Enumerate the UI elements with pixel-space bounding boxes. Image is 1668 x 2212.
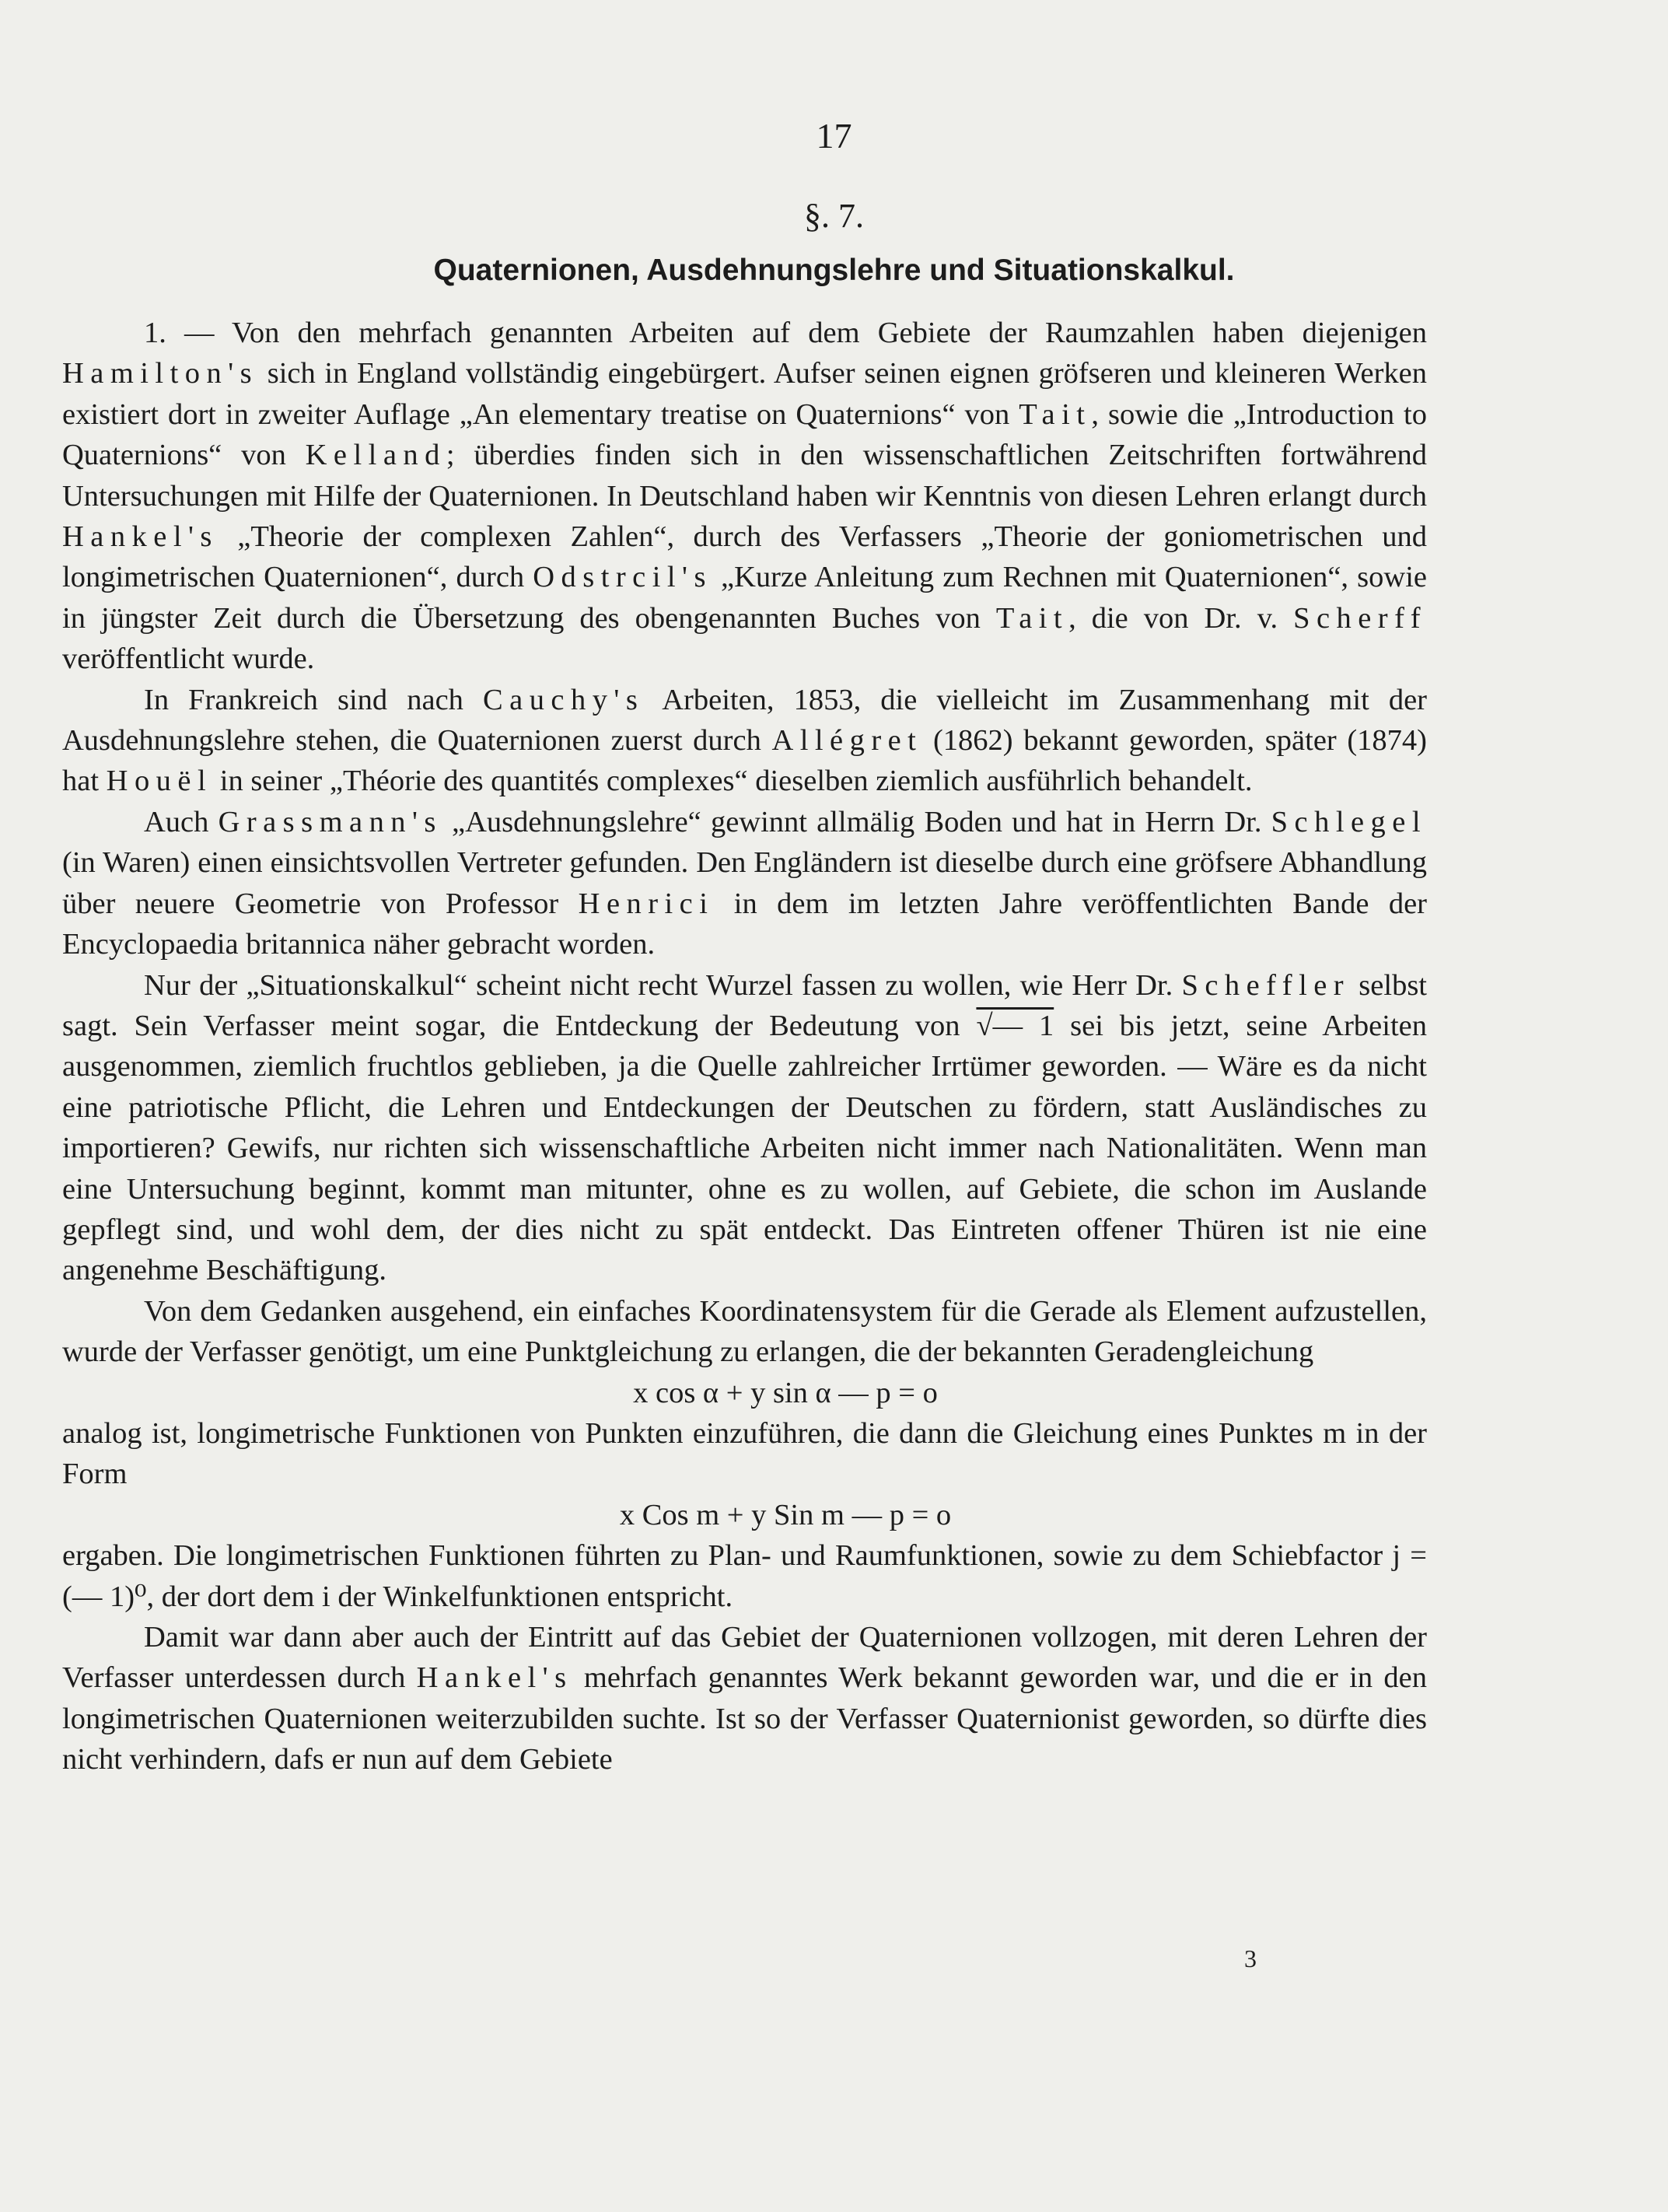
section-title: Quaternionen, Ausdehnungslehre und Situationskalkul.	[433, 254, 1235, 287]
paragraph-2: In Frankreich sind nach Cauchy's Arbeiten, 1853, die vielleicht im Zusammenhang mit der Ausdehnungslehre stehen, die Quaternionen zuerst durch Allégret (1862) bekannt geworden, später (1874) hat Houël in seiner „Théorie des quantités complexes“ dieselben ziemlich ausführlich behandelt.	[62, 683, 1427, 798]
name-tait: Tait	[995, 601, 1069, 635]
paragraph-3: Auch Grassmann's „Ausdehnungslehre“ gewinnt allmälig Boden und hat in Herrn Dr. Schlegel (in Waren) einen einsichtsvollen Vertreter gefunden. Den Engländern ist dieselbe durch eine gröfsere Abhandlung über neuere Geometrie von Professor Henrici in dem im letzten Jahre veröffentlichten Bande der Encyclopaedia britannica näher gebracht worden.	[62, 805, 1427, 961]
name-hankel: Hankel's	[416, 1661, 573, 1695]
name-scheffler: Scheffler	[1181, 968, 1351, 1002]
name-hankel: Hankel's	[62, 520, 219, 554]
name-schlegel: Schlegel	[1271, 805, 1427, 838]
name-kelland: Kelland	[305, 439, 446, 472]
equation-point: x Cos m + y Sin m — p = o	[619, 1498, 952, 1531]
name-tait: Tait	[1019, 397, 1092, 431]
name-odstrcil: Odstrcil's	[533, 561, 712, 594]
paragraph-6: analog ist, longimetrische Funktionen von Punkten einzuführen, die dann die Gleichung eines Punktes m in der Form	[62, 1416, 1427, 1491]
name-grassmann: Grassmann's	[218, 805, 442, 838]
name-houel: Houël	[106, 765, 213, 798]
name-henrici: Henrici	[578, 887, 715, 920]
section-heading: §. 7.	[804, 197, 864, 235]
paragraph-8: Damit war dann aber auch der Eintritt auf das Gebiet der Quaternionen vollzogen, mit deren Lehren der Verfasser unterdessen durch Hankel's mehrfach genanntes Werk bekannt geworden war, und die er in den longimetrischen Quaternionen weiterzubilden suchte. Ist so der Verfasser Quaternionist geworden, so dürfte dies nicht verhindern, dafs er nun auf dem Gebiete	[62, 1621, 1428, 1776]
body-text	[62, 313, 1427, 1780]
paragraph-7: ergaben. Die longimetrischen Funktionen führten zu Plan- und Raumfunktionen, sowie zu dem Schiebfactor j = (— 1)⁰, der dort dem i der Winkelfunktionen entspricht.	[62, 1539, 1427, 1613]
paragraph-1: 1. — Von den mehrfach genannten Arbeiten auf dem Gebiete der Raumzahlen haben diejenigen Hamilton's sich in England vollständig eingebürgert. Aufser seinen eignen gröfseren und kleineren Werken existiert dort in zweiter Auflage „An elementary treatise on Quaternions“ von Tait, sowie die „Introduction to Quaternions“ von Kelland; überdies finden sich in den wissenschaftlichen Zeitschriften fortwährend Untersuchungen mit Hilfe der Quaternionen. In Deutschland haben wir Kenntnis von diesen Lehren erlangt durch Hankel's „Theorie der complexen Zahlen“, durch des Verfassers „Theorie der goniometrischen und longimetrischen Quaternionen“, durch Odstrcil's „Kurze Anleitung zum Rechnen mit Quaternionen“, sowie in jüngster Zeit durch die Übersetzung des obengenannten Buches von Tait, die von Dr. v. Scherff veröffentlicht wurde.	[62, 317, 1428, 676]
paragraph-4: Nur der „Situationskalkul“ scheint nicht recht Wurzel fassen zu wollen, wie Herr Dr. Scheffler selbst sagt. Sein Verfasser meint sogar, die Entdeckung der Bedeutung von √— 1 sei bis jetzt, seine Arbeiten ausgenommen, ziemlich fruchtlos geblieben, ja die Quelle zahlreicher Irrtümer geworden. — Wäre es da nicht eine patriotische Pflicht, die Lehren und Entdeckungen der Deutschen zu fördern, statt Ausländisches zu importieren? Gewifs, nur richten sich wissenschaftliche Arbeiten nicht immer nach Nationalitäten. Wenn man eine Untersuchung beginnt, kommt man mitunter, ohne es zu wollen, auf Gebiete, die schon im Auslande gepflegt sind, und wohl dem, der dies nicht zu spät entdeckt. Das Eintreten offener Thüren ist nie eine angenehme Beschäftigung.	[62, 968, 1428, 1287]
name-scherff: Scherff	[1293, 601, 1427, 635]
name-cauchy: Cauchy's	[482, 683, 645, 716]
paragraph-5: Von dem Gedanken ausgehend, ein einfaches Koordinatensystem für die Gerade als Element aufzustellen, wurde der Verfasser genötigt, um eine Punktgleichung zu erlangen, die der bekannten Geradengleichung	[62, 1294, 1427, 1369]
name-hamilton: Hamilton's	[62, 357, 259, 390]
equation-line: x cos α + y sin α — p = o	[633, 1376, 938, 1409]
page-number: 17	[816, 116, 852, 156]
signature-mark: 3	[1244, 1944, 1257, 1972]
name-allegret: Allégret	[771, 724, 923, 758]
square-root-expression: √— 1	[976, 1009, 1054, 1042]
